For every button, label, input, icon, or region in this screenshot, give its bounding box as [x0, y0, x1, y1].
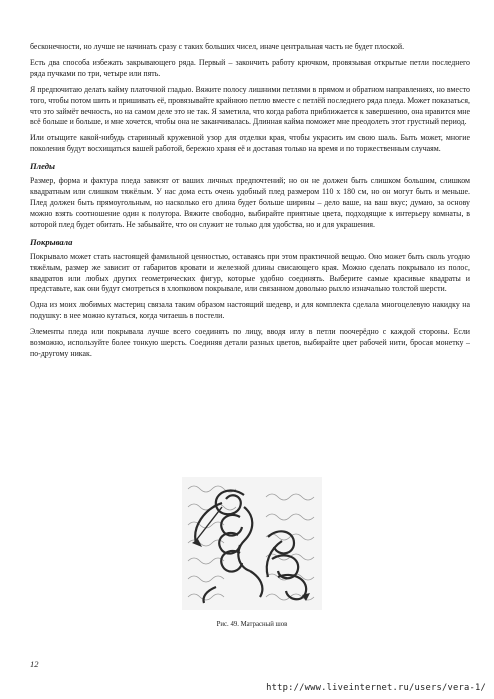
paragraph: Есть два способа избежать закрывающего ряда. Первый – закончить работу крючком, провязывая открытые петли последнего ряда пучками по три, четыре или пять.	[30, 57, 470, 78]
paragraph: Или отыщите какой-нибудь старинный кружевной узор для отделки края, чтобы украсить им свою шаль. Быть может, многие поколения будут восхищаться вашей работой, бережно храня её и доставая только на время и по торжественным случаям.	[30, 133, 470, 154]
text-column	[30, 42, 470, 365]
figure-caption: Рис. 49. Матрасный шов	[216, 621, 288, 628]
mattress-stitch-illustration	[182, 477, 322, 610]
page-number: 12	[30, 659, 39, 669]
section-heading-blankets: Пледы	[30, 161, 55, 172]
paragraph: Размер, форма и фактура пледа зависят от ваших личных предпочтений; но он не должен быть слишком большим, слишком квадратным или слишком тяжёлым. У нас дома есть очень удобный плед размером 110 х 180 см, но он могут быть и меньше. Плед должен быть прямоугольным, но насколько его длина будет больше ширины – дело ваше, на ваш вкус; думаю, за основу можно взять соотношение один к полутора. Вяжите свободно, выбирайте приятные цвета, подходящие к интерьеру комнаты, в которой плед будет обитать. Не забывайте, что он служит не только для удобства, но и для украшения.	[30, 176, 470, 229]
paragraph: Я предпочитаю делать кайму платочной гладью. Вяжите полосу лишними петлями в прямом и обратном направлениях, но вместо того, чтобы потом шить и пришивать её, провязывайте крайнюю петлю вместе с петлёй последнего ряда пледа. Может показаться, что это займёт вечность, но на самом деле это не так. Я заметила, что когда работа приближается к завершению, она нравится мне всё больше и больше, и мне хочется, чтобы она не заканчивалась. Длинная кайма поможет мне преодолеть этот грустный период.	[30, 84, 470, 127]
stitch-drawing	[182, 477, 322, 610]
paragraph: Элементы пледа или покрывала лучше всего соединять по лицу, вводя иглу в петли поочерёдно с каждой стороны. Если возможно, используйте более тонкую шерсть. Соединяя детали разных цветов, выбирайте цвет рабочей нити, бросая монетку – по-другому никак.	[30, 327, 470, 358]
paragraph: бесконечности, но лучше не начинать сразу с таких больших чисел, иначе центральная часть не будет плоской.	[30, 42, 405, 51]
paragraph: Покрывало может стать настоящей фамильной ценностью, оставаясь при этом практичной вещью. Оно может быть сколь угодно тяжёлым, размер же зависит от габаритов кровати и железной длины свисающего края. Можно сделать покрывало из полос, квадратов или любых других геометрических фигур, которые удобно соединять. Выберите самые красивые квадраты и представьте, как они будут смотреться в хлопковом покрывале, или связанном довольно рыхло изначально толстой шерсти.	[30, 251, 470, 294]
source-url-watermark[interactable]: http://www.liveinternet.ru/users/vera-1/	[266, 683, 486, 693]
section-heading-bedspreads: Покрывала	[30, 236, 73, 247]
paragraph: Одна из моих любимых мастериц связала таким образом настоящий шедевр, и для комплекта сделала многоцелевую накидку на подушку: в нее можно кутаться, когда читаешь в постели.	[30, 300, 470, 321]
